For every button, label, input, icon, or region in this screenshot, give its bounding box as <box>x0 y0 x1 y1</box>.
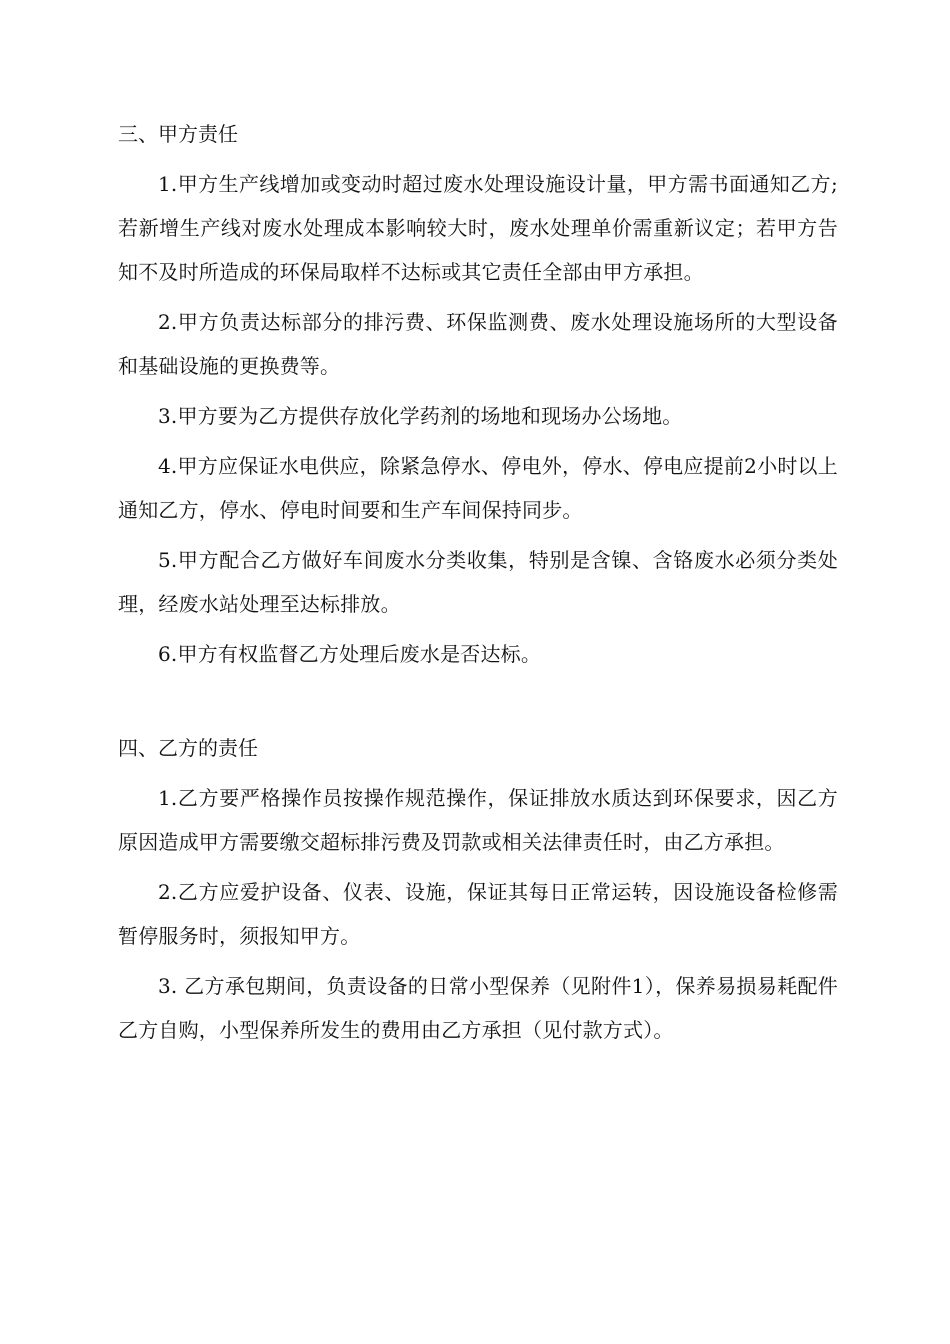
clause-b-3: 3. 乙方承包期间，负责设备的日常小型保养（见附件1），保养易损易耗配件乙方自购，小型保养所发生的费用由乙方承担（见付款方式）。 <box>118 974 838 1042</box>
clause-a-5: 5.甲方配合乙方做好车间废水分类收集，特别是含镍、含铬废水必须分类处理，经废水站处理至达标排放。 <box>118 548 838 616</box>
section-heading: 三、甲方责任 <box>118 122 238 146</box>
section-party-a-responsibilities <box>118 112 838 676</box>
section-heading: 四、乙方的责任 <box>118 736 258 760</box>
clause-b-1: 1.乙方要严格操作员按操作规范操作，保证排放水质达到环保要求，因乙方原因造成甲方需要缴交超标排污费及罚款或相关法律责任时，由乙方承担。 <box>118 786 838 854</box>
document-body <box>118 112 838 1052</box>
clause-a-6: 6.甲方有权监督乙方处理后废水是否达标。 <box>158 642 542 666</box>
section-party-b-responsibilities <box>118 726 838 1052</box>
clause-b-2: 2.乙方应爱护设备、仪表、设施，保证其每日正常运转，因设施设备检修需暂停服务时，须报知甲方。 <box>118 880 838 948</box>
clause-a-1: 1.甲方生产线增加或变动时超过废水处理设施设计量，甲方需书面通知乙方;若新增生产线对废水处理成本影响较大时，废水处理单价需重新议定；若甲方告知不及时所造成的环保局取样不达标或其它责任全部由甲方承担。 <box>118 172 838 284</box>
clause-a-4: 4.甲方应保证水电供应，除紧急停水、停电外，停水、停电应提前2小时以上通知乙方，停水、停电时间要和生产车间保持同步。 <box>118 454 838 522</box>
clause-a-2: 2.甲方负责达标部分的排污费、环保监测费、废水处理设施场所的大型设备和基础设施的更换费等。 <box>118 310 838 378</box>
clause-a-3: 3.甲方要为乙方提供存放化学药剂的场地和现场办公场地。 <box>158 404 683 428</box>
